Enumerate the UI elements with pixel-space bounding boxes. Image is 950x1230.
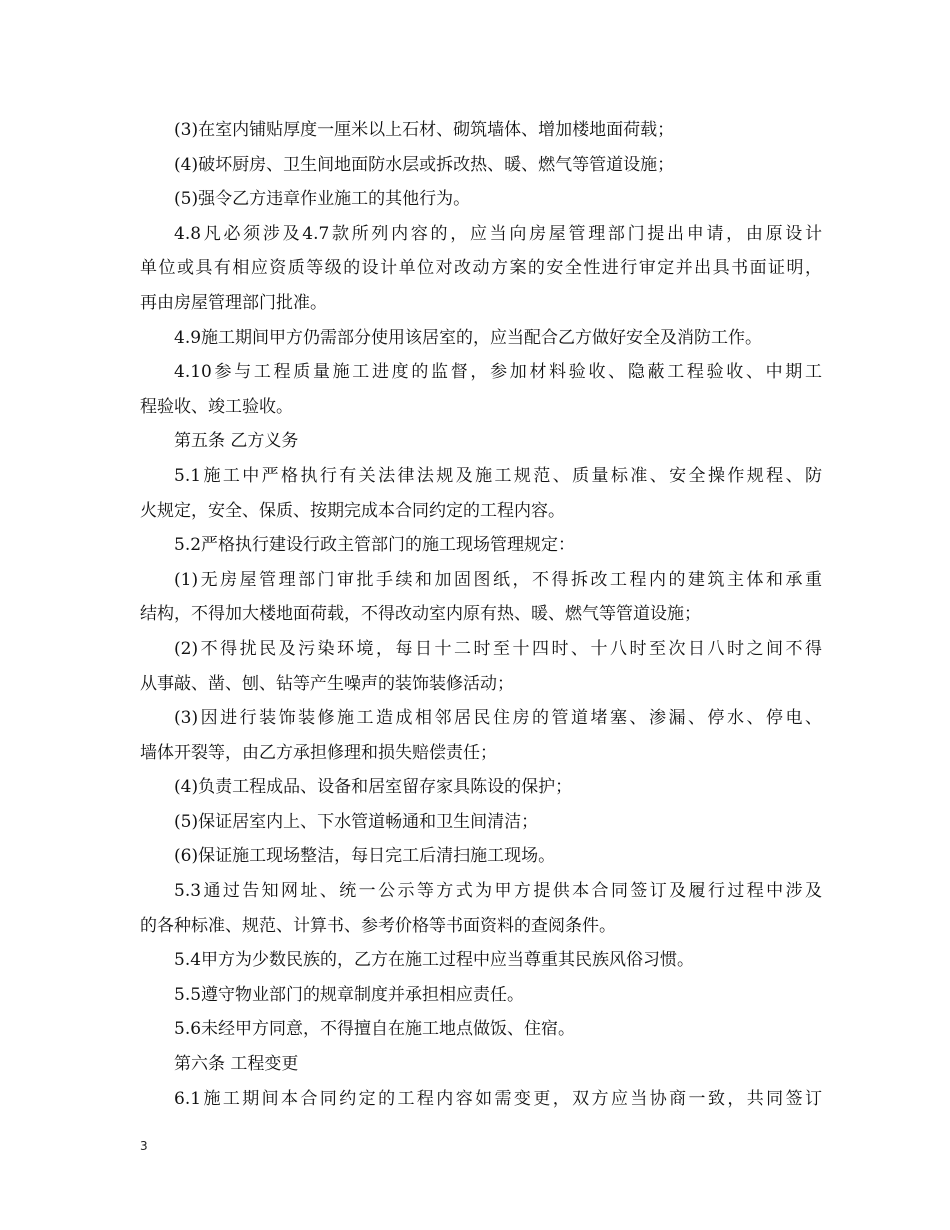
clause-4-9: 4.9施工期间甲方仍需部分使用该居室的，应当配合乙方做好安全及消防工作。 [174,327,763,348]
clause-4-8-line-1: 4.8凡必须涉及4.7款所列内容的，应当向房屋管理部门提出申请，由原设计 [174,223,822,244]
clause-5-2-item-4: (4)负责工程成品、设备和居室留存家具陈设的保护； [174,777,573,798]
clause-5-2: 5.2严格执行建设行政主管部门的施工现场管理规定： [174,535,576,556]
clause-4-8-line-3: 再由房屋管理部门批准。 [140,292,327,313]
clause-5-2-item-6: (6)保证施工现场整洁，每日完工后清扫施工现场。 [174,846,556,867]
clause-5-5: 5.5遵守物业部门的规章制度并承担相应责任。 [174,984,525,1005]
clause-4-10-line-1: 4.10参与工程质量施工进度的监督，参加材料验收、隐蔽工程验收、中期工 [174,362,822,383]
page-number: 3 [140,1139,148,1153]
clause-5-2-item-1-line-2: 结构，不得加大楼地面荷载，不得改动室内原有热、暖、燃气等管道设施； [140,604,701,625]
document-body [140,113,822,1116]
clause-4-10-line-2: 程验收、竣工验收。 [140,396,293,417]
clause-5-2-item-1-line-1: (1)无房屋管理部门审批手续和加固图纸，不得拆改工程内的建筑主体和承重 [174,569,822,590]
clause-5-2-item-3-line-1: (3)因进行装饰装修施工造成相邻居民住房的管道堵塞、渗漏、停水、停电、 [174,708,822,729]
clause-4-7-item-5: (5)强令乙方违章作业施工的其他行为。 [174,189,471,210]
clause-5-3-line-2: 的各种标准、规范、计算书、参考价格等书面资料的查阅条件。 [140,915,616,936]
clause-5-2-item-5: (5)保证居室内上、下水管道畅通和卫生间清洁； [174,811,539,832]
clause-5-3-line-1: 5.3通过告知网址、统一公示等方式为甲方提供本合同签订及履行过程中涉及 [174,881,822,902]
clause-4-7-item-3: (3)在室内铺贴厚度一厘米以上石材、砌筑墙体、增加楼地面荷载； [174,120,675,140]
clause-5-6: 5.6未经甲方同意，不得擅自在施工地点做饭、住宿。 [174,1019,576,1040]
clause-4-7-item-4: (4)破坏厨房、卫生间地面防水层或拆改热、暖、燃气等管道设施； [174,154,675,175]
clause-5-2-item-3-line-2: 墙体开裂等，由乙方承担修理和损失赔偿责任； [140,742,497,763]
clause-6-1-line-1: 6.1施工期间本合同约定的工程内容如需变更，双方应当协商一致，共同签订 [174,1088,822,1109]
clause-5-2-item-2-line-2: 从事敲、凿、刨、钻等产生噪声的装饰装修活动； [140,673,514,694]
clause-4-8-line-2: 单位或具有相应资质等级的设计单位对改动方案的安全性进行审定并出具书面证明， [140,258,822,279]
article-6-heading: 第六条 工程变更 [174,1054,299,1075]
clause-5-4: 5.4甲方为少数民族的，乙方在施工过程中应当尊重其民族风俗习惯。 [174,950,695,971]
clause-5-1-line-1: 5.1施工中严格执行有关法律法规及施工规范、质量标准、安全操作规程、防 [174,465,822,486]
clause-5-1-line-2: 火规定，安全、保质、按期完成本合同约定的工程内容。 [140,500,565,521]
article-5-heading: 第五条 乙方义务 [174,431,299,452]
clause-5-2-item-2-line-1: (2)不得扰民及污染环境，每日十二时至十四时、十八时至次日八时之间不得 [174,638,822,659]
